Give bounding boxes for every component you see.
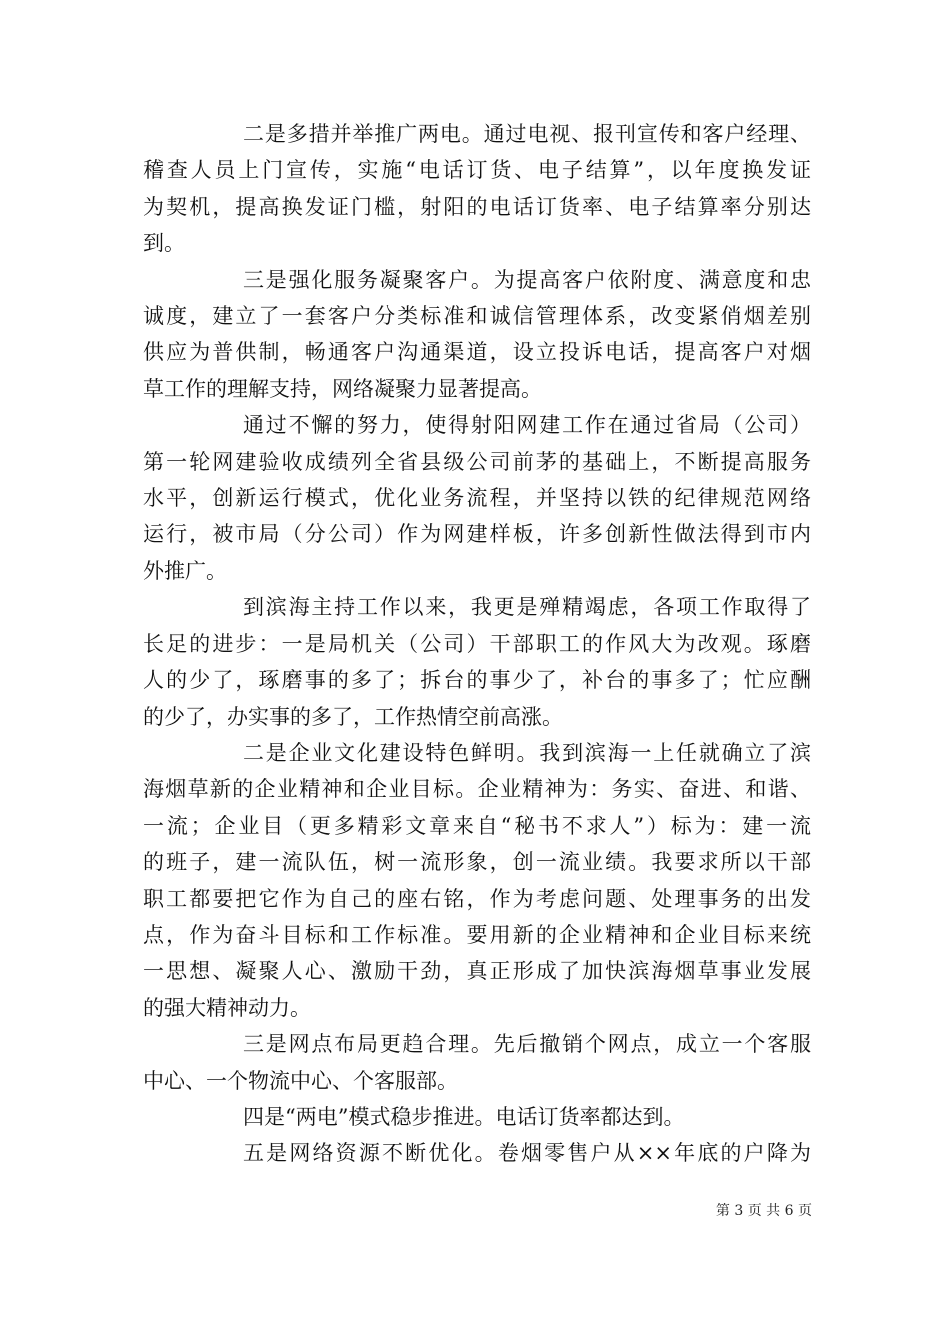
document-body: [143, 116, 811, 1172]
text-line: 通过不懈的努力，使得射阳网建工作在通过省局（公司）: [243, 413, 811, 438]
text-line: 人的少了，琢磨事的多了；拆台的事少了，补台的事多了；忙应酬: [143, 668, 811, 693]
paragraph: [143, 407, 811, 589]
text-line: 供应为普供制，畅通客户沟通渠道，设立投诉电话，提高客户对烟: [143, 340, 811, 365]
page-number-footer: 第 3 页 共 6 页: [715, 1203, 812, 1219]
text-line: 中心、一个物流中心、个客服部。: [143, 1068, 458, 1093]
paragraph: [143, 589, 811, 735]
text-line: 二是企业文化建设特色鲜明。我到滨海一上任就确立了滨: [243, 740, 811, 765]
text-line: 一思想、凝聚人心、激励干劲，真正形成了加快滨海烟草事业发展: [143, 959, 811, 984]
text-line: 外推广。: [143, 558, 227, 583]
text-line: 草工作的理解支持，网络凝聚力显著提高。: [143, 376, 542, 401]
text-line: 诚度，建立了一套客户分类标准和诚信管理体系，改变紧俏烟差别: [143, 304, 811, 329]
text-line: 水平，创新运行模式，优化业务流程，并坚持以铁的纪律规范网络: [143, 486, 811, 511]
paragraph: [143, 1135, 811, 1171]
paragraph: [143, 1099, 811, 1135]
text-line: 职工都要把它作为自己的座右铭，作为考虑问题、处理事务的出发: [143, 886, 811, 911]
text-line: 点，作为奋斗目标和工作标准。要用新的企业精神和企业目标来统: [143, 922, 811, 947]
text-line: 的少了，办实事的多了，工作热情空前高涨。: [143, 704, 563, 729]
text-line: 稽查人员上门宣传，实施“电话订货、电子结算”，以年度换发证: [143, 158, 811, 183]
text-line: 一流；企业目（更多精彩文章来自“秘书不求人”）标为：建一流: [143, 813, 811, 838]
text-line: 的班子，建一流队伍，树一流形象，创一流业绩。我要求所以干部: [143, 850, 811, 875]
text-line: 四是“两电”模式稳步推进。电话订货率都达到。: [243, 1104, 685, 1129]
paragraph: [143, 735, 811, 1026]
text-line: 第一轮网建验收成绩列全省县级公司前茅的基础上，不断提高服务: [143, 449, 811, 474]
paragraph: [143, 1026, 811, 1099]
text-line: 三是强化服务凝聚客户。为提高客户依附度、满意度和忠: [243, 267, 811, 292]
text-line: 运行，被市局（分公司）作为网建样板，许多创新性做法得到市内: [143, 522, 811, 547]
paragraph: [143, 116, 811, 262]
text-line: 为契机，提高换发证门槛，射阳的电话订货率、电子结算率分别达: [143, 194, 811, 219]
text-line: 五是网络资源不断优化。卷烟零售户从××年底的户降为: [243, 1141, 811, 1166]
text-line: 三是网点布局更趋合理。先后撤销个网点，成立一个客服: [243, 1032, 811, 1057]
text-line: 海烟草新的企业精神和企业目标。企业精神为：务实、奋进、和谐、: [143, 777, 811, 802]
text-line: 到滨海主持工作以来，我更是殚精竭虑，各项工作取得了: [243, 595, 811, 620]
text-line: 的强大精神动力。: [143, 995, 311, 1020]
text-line: 二是多措并举推广两电。通过电视、报刊宣传和客户经理、: [243, 122, 811, 146]
text-line: 到。: [143, 231, 185, 256]
paragraph: [143, 262, 811, 408]
text-line: 长足的进步：一是局机关（公司）干部职工的作风大为改观。琢磨: [143, 631, 811, 656]
